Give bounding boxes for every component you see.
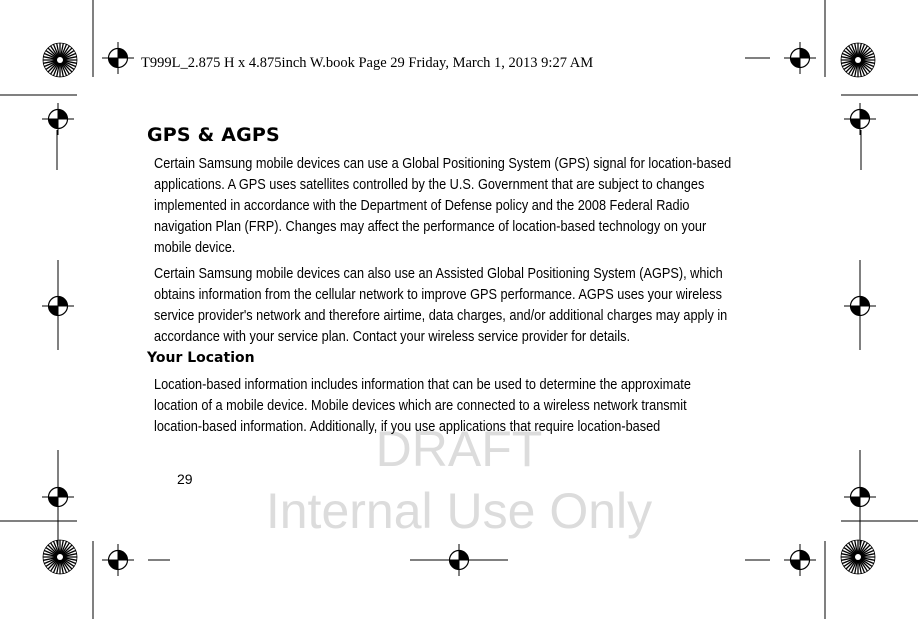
section-title: GPS & AGPS — [147, 124, 280, 146]
paragraph-line: applications. A GPS uses satellites controlled by the U.S. Government that are subject to changes — [154, 177, 705, 193]
paragraph-line: obtains information from the cellular network to improve GPS performance. AGPS uses your wireless — [154, 287, 722, 303]
paragraph-your-location — [154, 375, 704, 438]
paragraph-line: Location-based information includes information that can be used to determine the approximate — [154, 377, 691, 393]
paragraph-line: Certain Samsung mobile devices can also use an Assisted Global Positioning System (AGPS), which — [154, 266, 723, 282]
watermark-draft: DRAFT — [375, 421, 543, 477]
paragraph-line: accordance with your service plan. Contact your wireless service provider for details. — [154, 329, 630, 345]
paragraph-line: Certain Samsung mobile devices can use a Global Positioning System (GPS) signal for location-based — [154, 156, 732, 172]
watermark-internal-use: Internal Use Only — [265, 483, 653, 539]
paragraph-agps — [154, 264, 728, 348]
subsection-title: Your Location — [147, 350, 255, 366]
paragraph-line: mobile device. — [154, 240, 236, 256]
paragraph-line: location-based information. Additionally, if you use applications that require location-based — [154, 419, 661, 435]
paragraph-gps — [154, 154, 732, 259]
book-header-line: T999L_2.875 H x 4.875inch W.book Page 29 Friday, March 1, 2013 9:27 AM — [141, 55, 594, 71]
paragraph-line: navigation Plan (FRP). Changes may affect the performance of location-based technology on your — [154, 219, 707, 235]
paragraph-line: location of a mobile device. Mobile devices which are connected to a wireless network transmit — [154, 398, 687, 414]
paragraph-line: implemented in accordance with the Department of Defense policy and the 2008 Federal Radio — [154, 198, 690, 214]
paragraph-line: service provider's network and therefore airtime, data charges, and/or additional charges may apply in — [154, 308, 728, 324]
page-number: 29 — [177, 471, 193, 487]
